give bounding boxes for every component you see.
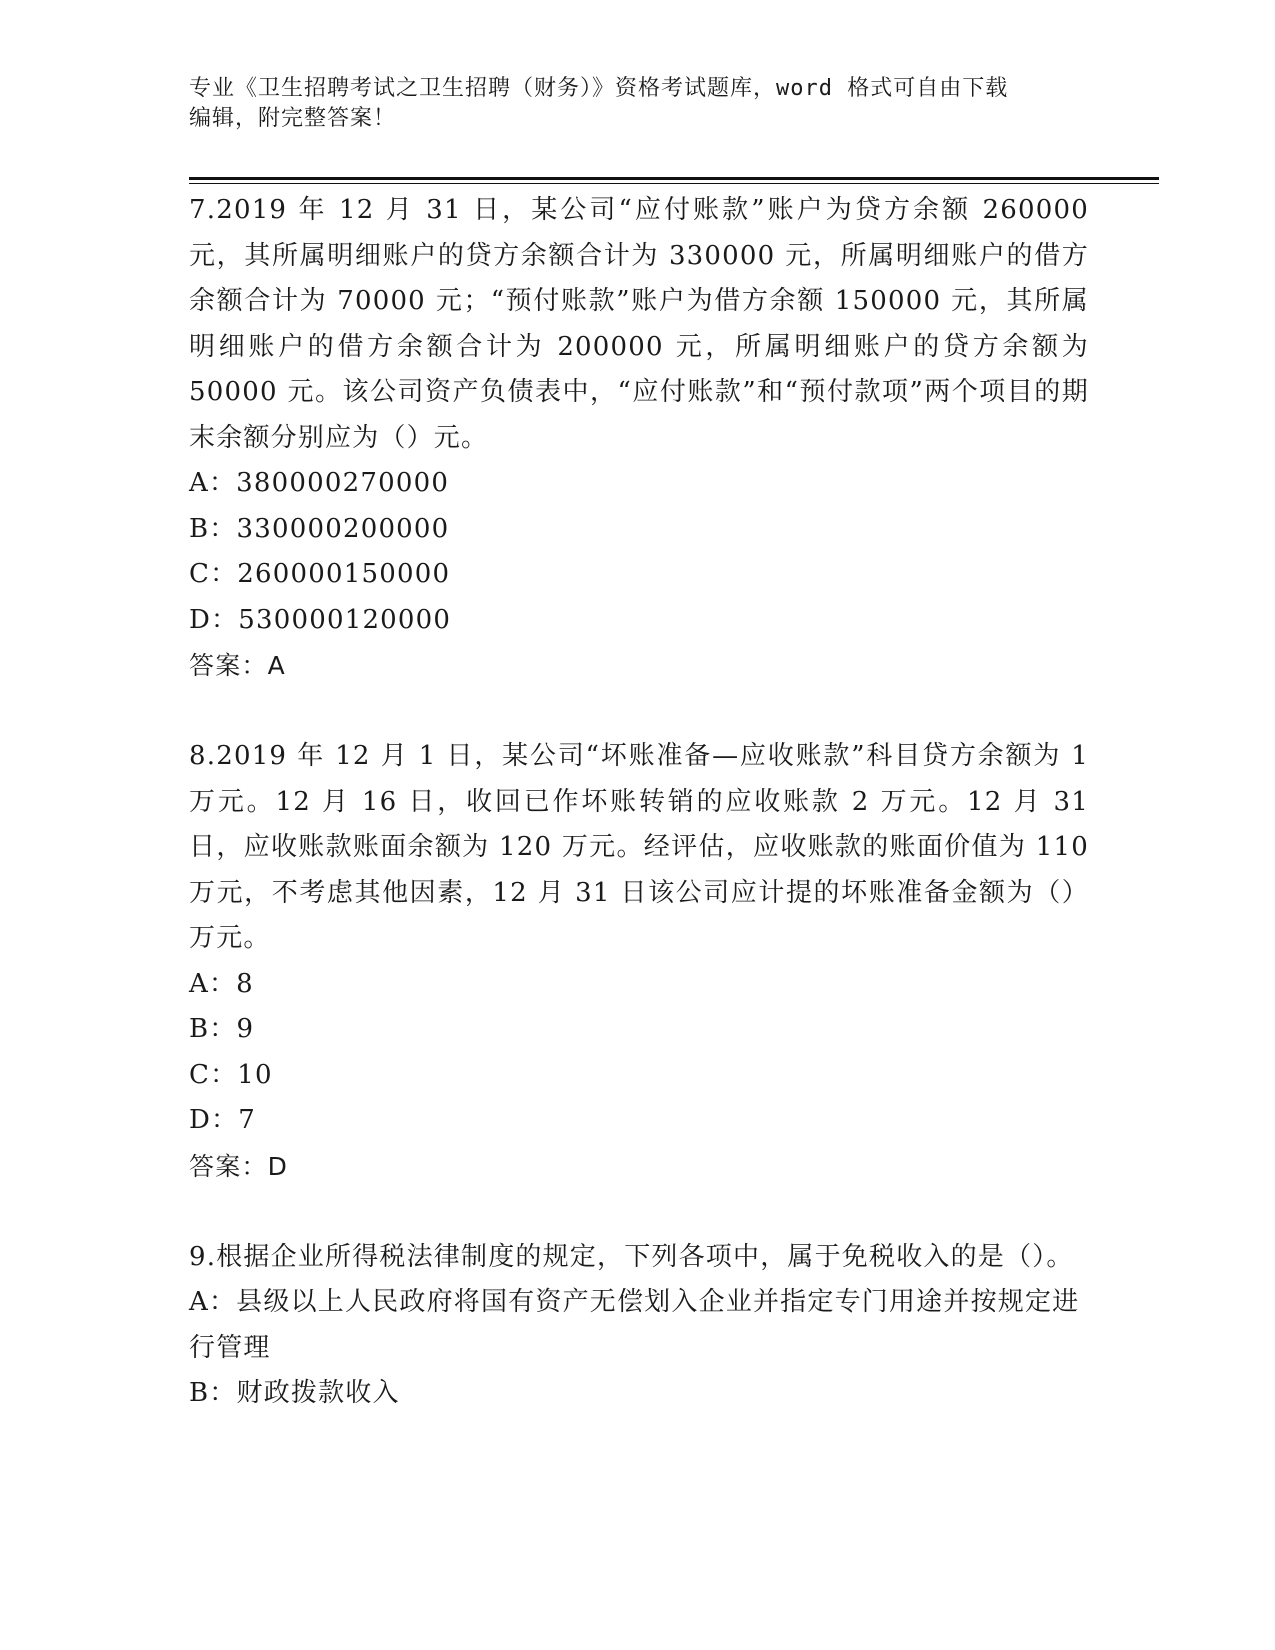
- option-b: B：330000200000: [189, 513, 450, 544]
- answer-line: 答案：A: [189, 651, 286, 680]
- question-8: [189, 734, 1089, 1189]
- question-9: [189, 1235, 1089, 1417]
- option-a: A：县级以上人民政府将国有资产无偿划入企业并指定专门用途并按规定进行管理: [189, 1287, 1080, 1363]
- option-c: C：10: [189, 1059, 273, 1090]
- option-d: D：530000120000: [189, 604, 452, 635]
- spacer: [189, 689, 1089, 735]
- answer-line: 答案：D: [189, 1151, 289, 1181]
- header-line-2: 编辑，附完整答案！: [189, 106, 397, 131]
- question-text: 9.根据企业所得税法律制度的规定，下列各项中，属于免税收入的是（）。: [189, 1241, 1074, 1272]
- option-a: A：380000270000: [189, 468, 450, 498]
- header-divider-thin: [189, 183, 1159, 184]
- option-b: B：9: [189, 1014, 255, 1044]
- spacer: [189, 1189, 1089, 1235]
- question-text: 8.2019 年 12 月 1 日，某公司“坏账准备—应收账款”科目贷方余额为 1 万元。12 月 16 日，收回已作坏账转销的应收账款 2 万元。12 月 31 日，应收账款账面余额为 120 万元。经评估，应收账款的账面价值为 110 万元，不考虑其他因素，12 月 31 日该公司应计提的坏账准备金额为（）万元。: [189, 741, 1089, 953]
- question-list: [189, 188, 1089, 1417]
- document-header: [189, 74, 1089, 134]
- option-a: A：8: [189, 968, 254, 999]
- option-c: C：260000150000: [189, 559, 451, 589]
- question-7: [189, 188, 1089, 689]
- header-line-1: 专业《卫生招聘考试之卫生招聘（财务）》资格考试题库，word 格式可自由下载: [189, 76, 1009, 101]
- option-b: B：财政拨款收入: [189, 1378, 400, 1408]
- option-d: D：7: [189, 1105, 256, 1135]
- question-text: 7.2019 年 12 月 31 日，某公司“应付账款”账户为贷方余额 260000 元，其所属明细账户的贷方余额合计为 330000 元，所属明细账户的借方余额合计为 70000 元；“预付账款”账户为借方余额 150000 元，其所属明细账户的借方余额合计为 200000 元，所属明细账户的贷方余额为 50000 元。该公司资产负债表中，“应付账款”和“预付款项”两个项目的期末余额分别应为（）元。: [189, 195, 1089, 453]
- header-divider-thick: [189, 177, 1159, 180]
